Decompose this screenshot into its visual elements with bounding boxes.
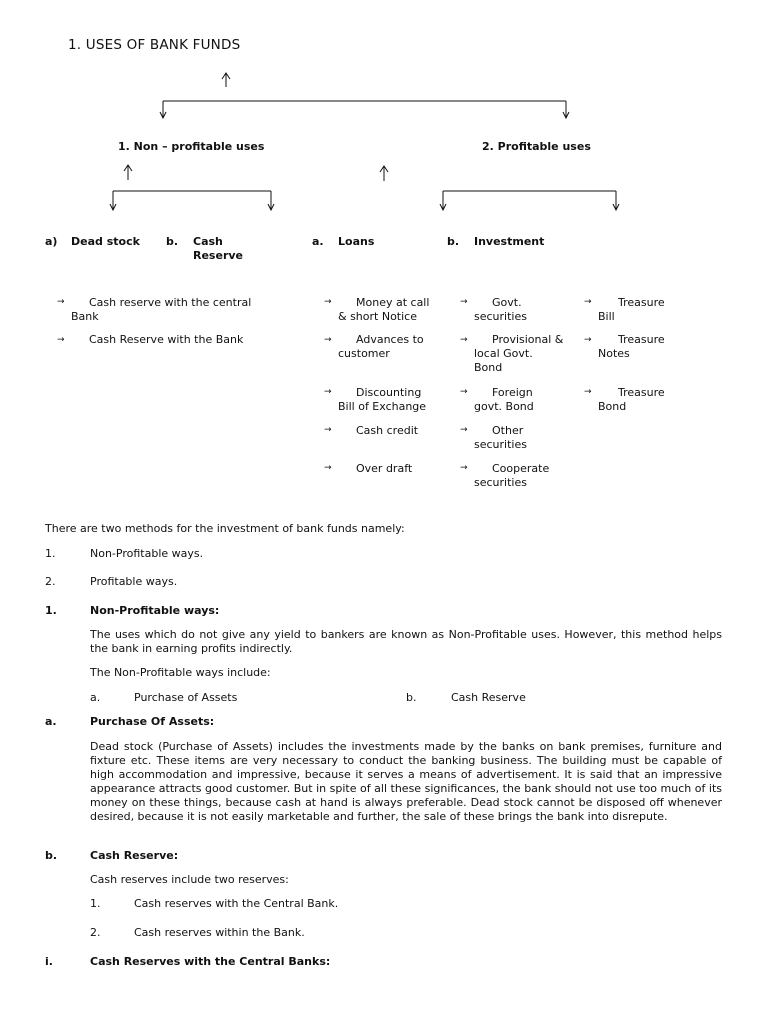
method-number: 2. [45, 575, 56, 588]
paragraph: The Non-Profitable ways include: [90, 666, 271, 679]
investment-label: Investment [474, 235, 545, 248]
investment-item: Govt. securities [474, 296, 527, 323]
section-number: i. [45, 955, 53, 968]
loan-item: Advances to customer [338, 333, 424, 360]
loans-marker: a. [312, 235, 324, 248]
investment-item: Provisional & local Govt. Bond [474, 333, 564, 374]
investment-marker: b. [447, 235, 460, 248]
treasury-item: Treasure Bond [598, 386, 665, 413]
arrow-icon: → [460, 297, 468, 307]
loan-item: Over draft [356, 462, 413, 475]
profit-heading: 2. Profitable uses [482, 140, 591, 153]
section-number: 1. [45, 604, 57, 617]
diagram-connectors [0, 0, 768, 230]
investment-item: Other securities [474, 424, 527, 451]
section-heading: Cash Reserves with the Central Banks: [90, 955, 331, 968]
list-number: b. [406, 691, 417, 704]
section-heading: Cash Reserve: [90, 849, 179, 862]
treasury-item: Treasure Bill [598, 296, 665, 323]
arrow-icon: → [460, 335, 468, 345]
method-item: Profitable ways. [90, 575, 178, 588]
paragraph: The uses which do not give any yield to bankers are known as Non-Profitable uses. However, this method helps the bank in earning profits indirectly. [90, 628, 722, 655]
arrow-icon: → [584, 387, 592, 397]
paragraph: Dead stock (Purchase of Assets) includes the investments made by the banks on bank premises, furniture and fixture etc. These items are very necessary to conduct the banking business. The building must be capable of high accommodation and impressive, because it serves a means of advertisement. It is said that an impressive appearance attracts good customer. But in spite of all these significances, the bank should not use too much of its money on these things, because cash at hand is always preferable. Dead stock cannot be disposed off whenever desired, because it is not easily marketable and further, the sale of these brings the bank into disrepute. [90, 740, 722, 823]
intro-text: There are two methods for the investment of bank funds namely: [45, 522, 405, 535]
arrow-icon: → [57, 335, 65, 345]
treasury-item: Treasure Notes [598, 333, 665, 360]
list-number: 1. [90, 897, 101, 910]
investment-item: Cooperate securities [474, 462, 550, 489]
loans-label: Loans [338, 235, 375, 248]
arrow-icon: → [324, 463, 332, 473]
arrow-icon: → [324, 335, 332, 345]
arrow-icon: → [324, 425, 332, 435]
page-title: 1. USES OF BANK FUNDS [68, 37, 241, 53]
list-item: Cash reserves with the Central Bank. [134, 897, 339, 910]
list-item: Purchase of Assets [134, 691, 238, 704]
loan-item: Cash credit [356, 424, 419, 437]
cash-item: Cash reserve with the central Bank [71, 296, 252, 323]
section-heading: Non-Profitable ways: [90, 604, 220, 617]
list-item: Cash Reserve [451, 691, 526, 704]
section-number: b. [45, 849, 58, 862]
loan-item: Money at call & short Notice [338, 296, 430, 323]
method-item: Non-Profitable ways. [90, 547, 204, 560]
arrow-icon: → [460, 387, 468, 397]
arrow-icon: → [584, 297, 592, 307]
section-number: a. [45, 715, 57, 728]
arrow-icon: → [584, 335, 592, 345]
paragraph: Cash reserves include two reserves: [90, 873, 289, 886]
list-number: 2. [90, 926, 101, 939]
cash-reserve-label: Cash Reserve [193, 235, 243, 262]
arrow-icon: → [324, 387, 332, 397]
cash-item: Cash Reserve with the Bank [89, 333, 244, 346]
arrow-icon: → [57, 297, 65, 307]
dead-stock-marker: a) [45, 235, 58, 248]
arrow-icon: → [460, 463, 468, 473]
loan-item: Discounting Bill of Exchange [338, 386, 427, 413]
list-item: Cash reserves within the Bank. [134, 926, 305, 939]
section-heading: Purchase Of Assets: [90, 715, 215, 728]
cash-reserve-marker: b. [166, 235, 179, 248]
nonprofit-heading: 1. Non – profitable uses [118, 140, 265, 153]
list-number: a. [90, 691, 101, 704]
arrow-icon: → [324, 297, 332, 307]
method-number: 1. [45, 547, 56, 560]
dead-stock-label: Dead stock [71, 235, 140, 248]
investment-item: Foreign govt. Bond [474, 386, 534, 413]
arrow-icon: → [460, 425, 468, 435]
